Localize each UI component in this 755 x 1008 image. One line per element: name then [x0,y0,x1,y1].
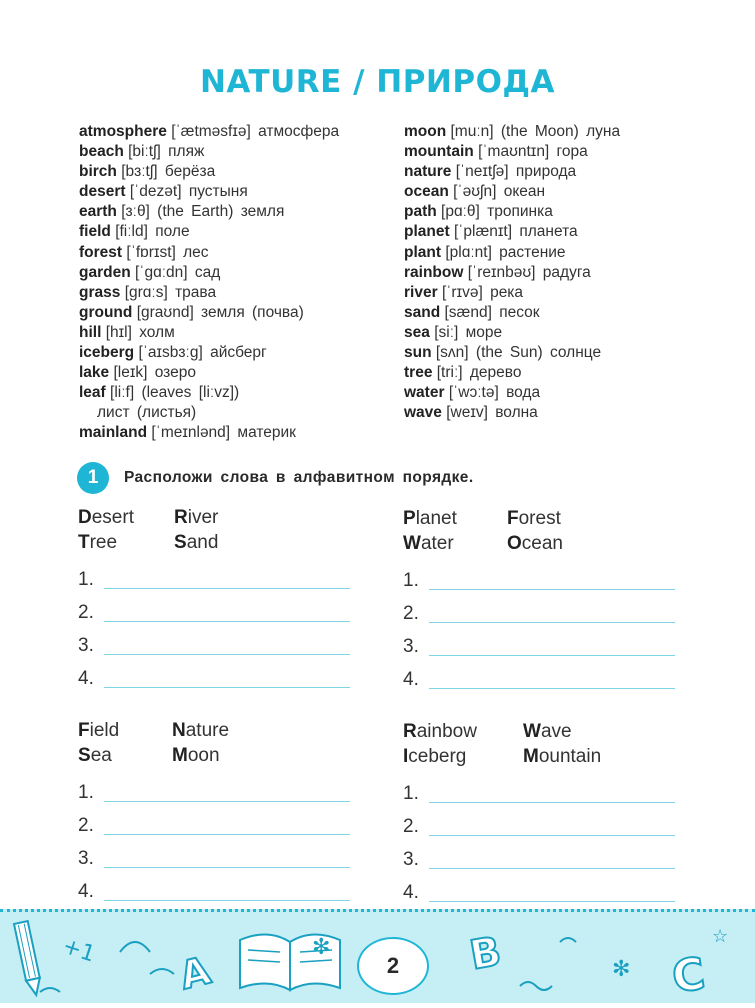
answer-row [403,882,683,906]
vocab-entry [79,283,339,303]
vocab-entry [79,343,339,363]
vocab-translation: [fiːld] поле [115,223,190,241]
answer-line[interactable] [429,835,675,836]
vocab-translation: [ˈmeɪnlənd] материк [151,424,296,442]
vocab-word: sea [404,323,430,341]
exercise-word: Sea [78,745,112,766]
answer-row [403,570,683,594]
vocab-translation: [sʌn] (the Sun) солнце [435,344,602,362]
line-number: 4. [78,881,94,902]
pencil-icon [14,921,43,996]
vocab-translation: [ˈfɒrɪst] лес [126,243,209,261]
vocab-translation: [ɡraʊnd] земля (почва) [136,303,304,321]
answer-row [78,668,358,692]
exercise-block-1 [78,507,368,697]
vocab-column-left [79,122,339,444]
line-number: 4. [78,668,94,689]
vocab-word: leaf [79,384,106,402]
vocab-entry [404,162,620,182]
vocab-entry [79,162,339,182]
line-number: 3. [403,636,419,657]
vocab-translation: [ˈdezət] пустыня [129,183,248,201]
answer-line[interactable] [429,868,675,869]
vocab-translation: [muːn] (the Moon) луна [450,123,621,140]
answer-line[interactable] [429,901,675,902]
swirl-icon [150,969,174,974]
vocab-word: tree [404,364,433,382]
exercise-block-2 [403,508,693,698]
letter-c-icon: C [669,948,709,1003]
exercise-word: Rainbow [403,721,477,742]
vocab-translation: [liːf] (leaves [liːvz]) [110,384,240,402]
vocab-word: sand [404,303,441,321]
vocab-entry [404,263,620,283]
task-heading [77,462,474,494]
vocab-translation: [biːtʃ] пляж [128,143,205,161]
vocab-translation: [leɪk] озеро [113,364,196,382]
exercise-block-3 [78,720,368,910]
vocab-entry [79,243,339,263]
answer-line[interactable] [429,589,675,590]
vocab-entry [79,423,339,443]
line-number: 1. [403,783,419,804]
exercise-word: Iceberg [403,746,467,767]
exercise-word: Water [403,533,454,554]
vocab-entry [79,122,339,142]
swirl-icon [40,988,60,992]
page-title: NATURE / ПРИРОДА [199,64,556,100]
vocab-column-right [404,122,620,423]
answer-line[interactable] [104,900,350,901]
vocab-word: mountain [404,143,474,161]
line-number: 4. [403,669,419,690]
letter-b-icon: B [466,928,505,980]
vocab-translation: [ˈaɪsbɜːɡ] айсберг [138,344,267,362]
vocab-entry [79,263,339,283]
vocab-word: beach [79,143,124,161]
exercise-word: Field [78,720,120,741]
exercise-word: Tree [78,532,118,553]
vocab-entry [404,222,620,242]
exercise-word: Planet [403,508,457,529]
vocab-entry [79,202,339,222]
vocab-translation: [ɜːθ] (the Earth) земля [121,203,285,221]
task-instruction: Расположи слова в алфавитном порядке. [124,469,474,486]
answer-line[interactable] [104,801,350,802]
vocab-entry [79,182,339,202]
vocab-entry [79,222,339,242]
vocab-word: plant [404,243,442,261]
vocab-word: birch [79,163,117,181]
line-number: 1. [403,570,419,591]
answer-row [403,636,683,660]
vocab-entry [404,323,620,343]
vocab-entry [404,403,620,423]
vocab-translation: [ˈplænɪt] планета [453,223,578,241]
vocab-word: forest [79,243,123,261]
vocab-word: iceberg [79,344,135,362]
task-number-badge: 1 [77,462,109,494]
answer-row [78,782,358,806]
vocab-translation: [ɡrɑːs] трава [124,283,217,301]
vocab-entry-continuation [79,403,339,423]
exercise-word: Desert [78,507,134,528]
line-number: 4. [403,882,419,903]
answer-line[interactable] [429,655,675,656]
exercise-word: Sand [174,532,219,553]
answer-row [403,603,683,627]
vocab-entry [79,323,339,343]
vocab-translation: [ˈwɔːtə] вода [448,384,541,402]
squiggle-icon [520,982,552,990]
vocab-translation: [ˈɡɑːdn] сад [135,263,221,281]
vocab-entry [404,202,620,222]
star-icon: ✻ [612,956,631,981]
vocab-translation: [sænd] песок [444,303,540,321]
vocab-entry [404,343,620,363]
answer-line[interactable] [104,687,350,688]
exercise-word: River [174,507,219,528]
vocab-entry [404,283,620,303]
exercise-word: Nature [172,720,230,741]
line-number: 2. [403,603,419,624]
vocab-translation: [ˈreɪnbəʊ] радуга [467,263,591,281]
vocab-word: earth [79,203,117,221]
answer-row [78,815,358,839]
vocab-translation: [plɑːnt] растение [445,243,566,261]
vocab-word: ocean [404,183,449,201]
swirl-icon [120,942,150,952]
vocab-entry [404,303,620,323]
page-number: 2 [357,937,429,995]
line-number: 3. [403,849,419,870]
vocab-entry [404,142,620,162]
answer-line[interactable] [104,654,350,655]
vocab-translation: [ˈmaʊntɪn] гора [478,143,588,161]
answer-line[interactable] [104,834,350,835]
vocab-word: sun [404,344,432,362]
line-number: 2. [78,602,94,623]
vocab-word: ground [79,303,133,321]
exercise-word: Forest [507,508,561,529]
line-number: 1. [78,782,94,803]
math-doodle-icon: +1 [59,933,99,968]
vocab-translation: лист (листья) [97,404,197,422]
vocab-entry [404,182,620,202]
answer-row [78,569,358,593]
vocab-translation: [ˈneɪtʃə] природа [455,163,577,181]
vocab-entry [79,303,339,323]
vocab-entry [79,142,339,162]
vocab-word: mainland [79,424,148,442]
vocab-word: nature [404,163,452,181]
answer-row [78,635,358,659]
answer-line[interactable] [429,688,675,689]
exercise-word: Moon [172,745,220,766]
vocab-word: water [404,384,445,402]
vocab-entry [404,243,620,263]
squiggle-icon [560,938,576,942]
vocab-translation: [ˈætməsfɪə] атмосфера [171,123,340,140]
letter-a-icon: A [175,948,215,998]
answer-line[interactable] [104,588,350,589]
line-number: 2. [78,815,94,836]
vocab-word: lake [79,364,110,382]
vocab-entry [79,363,339,383]
vocab-translation: [weɪv] волна [446,404,538,422]
vocab-word: garden [79,263,131,281]
answer-row [403,783,683,807]
vocab-entry [404,383,620,403]
answer-line[interactable] [104,621,350,622]
vocab-word: atmosphere [79,123,167,140]
vocab-translation: [triː] дерево [436,364,522,382]
vocab-translation: [siː] море [434,323,503,341]
vocab-translation: [ˈəʊʃn] океан [453,183,546,201]
vocab-word: planet [404,223,450,241]
vocab-entry [404,363,620,383]
star-icon: ✻ [312,934,331,959]
star-icon: ☆ [712,926,729,946]
line-number: 3. [78,635,94,656]
vocab-word: rainbow [404,263,464,281]
answer-row [78,602,358,626]
exercise-block-4 [403,721,693,911]
vocab-word: wave [404,404,442,422]
line-number: 3. [78,848,94,869]
vocab-entry [404,122,620,142]
answer-line[interactable] [104,867,350,868]
vocab-word: hill [79,323,102,341]
vocab-translation: [hɪl] холм [105,323,175,341]
vocab-translation: [ˈrɪvə] река [441,283,524,301]
exercise-word: Ocean [507,533,563,554]
answer-row [78,881,358,905]
vocab-word: path [404,203,437,221]
vocab-word: grass [79,283,121,301]
answer-row [403,816,683,840]
line-number: 2. [403,816,419,837]
vocab-translation: [pɑːθ] тропинка [441,203,553,221]
vocab-word: field [79,223,111,241]
vocab-word: moon [404,123,447,140]
answer-row [403,849,683,873]
answer-line[interactable] [429,622,675,623]
answer-row [403,669,683,693]
vocab-word: river [404,283,438,301]
answer-row [78,848,358,872]
vocab-word: desert [79,183,126,201]
line-number: 1. [78,569,94,590]
vocab-entry [79,383,339,403]
answer-line[interactable] [429,802,675,803]
vocab-translation: [bɜːtʃ] берёза [121,163,216,181]
exercise-word: Mountain [523,746,602,767]
exercise-word: Wave [523,721,572,742]
